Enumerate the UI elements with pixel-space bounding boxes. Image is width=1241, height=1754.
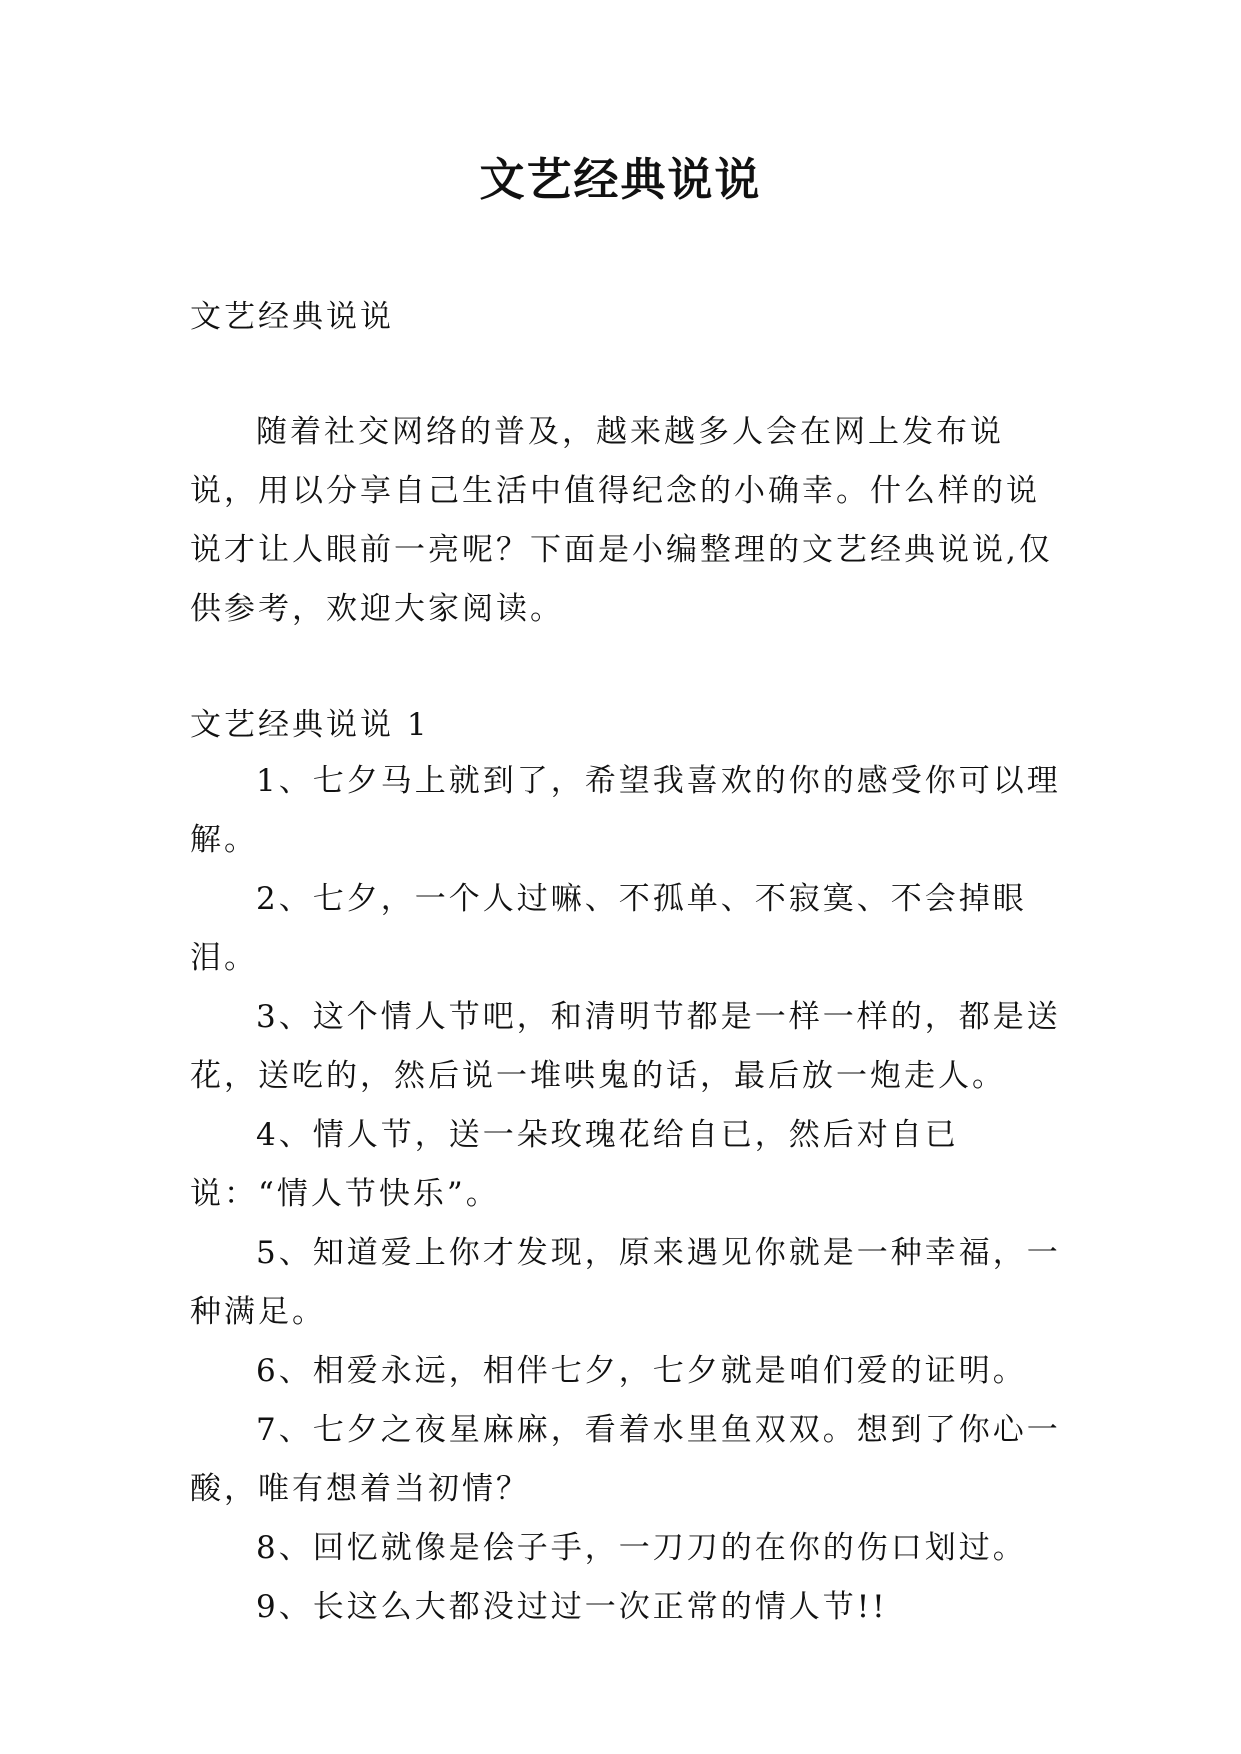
quote-list [190,752,1070,1637]
list-item: 7、七夕之夜星麻麻，看着水里鱼双双。想到了你心一酸，唯有想着当初情？ [190,1412,1061,1507]
document-subtitle: 文艺经典说说 [190,299,394,335]
list-item: 8、回忆就像是侩子手，一刀刀的在你的伤口划过。 [256,1530,1027,1566]
list-item: 5、知道爱上你才发现，原来遇见你就是一种幸福，一种满足。 [190,1235,1061,1330]
section-heading: 文艺经典说说 1 [190,707,430,743]
list-item: 1、七夕马上就到了，希望我喜欢的你的感受你可以理解。 [190,763,1061,858]
list-item: 9、长这么大都没过过一次正常的情人节!! [256,1589,888,1625]
intro-paragraph: 随着社交网络的普及，越来越多人会在网上发布说说，用以分享自己生活中值得纪念的小确幸。什么样的说说才让人眼前一亮呢？下面是小编整理的文艺经典说说,仅供参考，欢迎大家阅读。 [190,414,1053,627]
document-title: 文艺经典说说 [479,153,762,206]
list-item: 3、这个情人节吧，和清明节都是一样一样的，都是送花，送吃的，然后说一堆哄鬼的话，最后放一炮走人。 [190,999,1061,1094]
list-item: 4、情人节，送一朵玫瑰花给自已，然后对自已说：“情人节快乐”。 [190,1117,959,1212]
list-item: 6、相爱永远，相伴七夕，七夕就是咱们爱的证明。 [256,1353,1027,1389]
list-item: 2、七夕，一个人过嘛、不孤单、不寂寞、不会掉眼泪。 [190,881,1027,976]
